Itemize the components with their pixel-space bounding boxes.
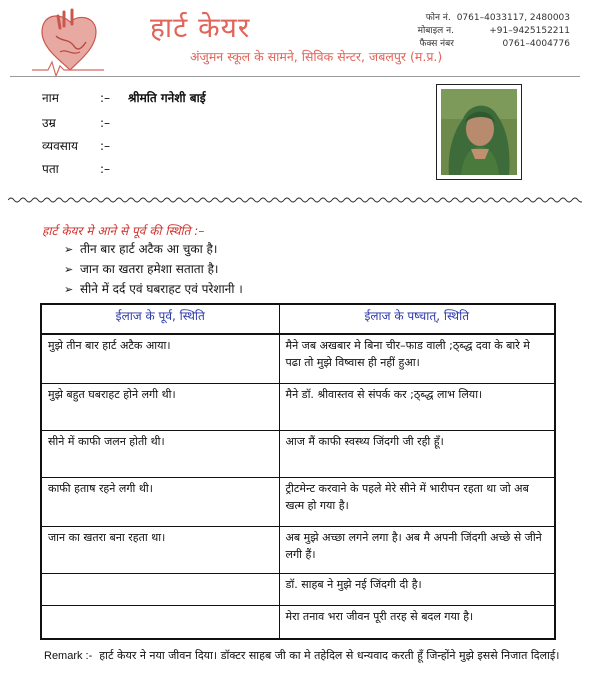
column-header-after: ईलाज के पष्चात्, स्थिति [279, 304, 555, 334]
patient-photo-frame [436, 84, 522, 180]
table-row [41, 477, 555, 526]
patient-name: श्रीमति गनेशी बाई [128, 91, 206, 105]
cell-after: मैने जब अखबार मे बिना चीर–फाड वाली ;ठ्ब्द्ध दवा के बारे मे पढा तो मुझे विष्वास ही नहीं हुआ। [279, 334, 555, 383]
cell-before: काफी हताष रहने लगी थी। [41, 477, 279, 526]
contact-fax [400, 38, 570, 51]
field-label: नाम [42, 91, 59, 105]
before-condition-title: हार्ट केयर मे आने से पूर्व की स्थिति :– [42, 224, 205, 238]
cell-before [41, 573, 279, 605]
cell-before: मुझे बहुत घबराहट होने लगी थी। [41, 383, 279, 430]
cell-before [41, 605, 279, 639]
field-label: व्यवसाय [42, 139, 78, 153]
contact-block [400, 12, 570, 51]
patient-address-row [42, 159, 128, 179]
arrow-bullet-icon: ➢ [64, 263, 74, 276]
cell-before: सीने में काफी जलन होती थी। [41, 430, 279, 477]
contact-mobile [400, 25, 570, 38]
column-header-before: ईलाज के पूर्व, स्थिति [41, 304, 279, 334]
arrow-bullet-icon: ➢ [64, 243, 74, 256]
cell-after: अब मुझे अच्छा लगने लगा है। अब मै अपनी जिंदगी अच्छे से जीने लगी हैं। [279, 526, 555, 573]
table-header-row [41, 304, 555, 334]
contact-value: 0761–4033117, 2480003 [456, 13, 570, 23]
patient-name-row [42, 88, 206, 108]
field-label: पता [42, 162, 59, 176]
heart-logo [30, 8, 106, 78]
remark [44, 648, 564, 664]
remark-text: हार्ट केयर ने नया जीवन दिया। डॉक्टर साहब जी का मे तहेदिल से धन्यवाद करती हूँ जिन्होंने मुझे इससे निजात दिलाई। [99, 649, 560, 662]
table-row [41, 430, 555, 477]
cell-after: मेरा तनाव भरा जीवन पूरी तरह से बदल गया है। [279, 605, 555, 639]
table-row [41, 573, 555, 605]
patient-occupation-row [42, 136, 128, 156]
cell-after: मैने डॉ. श्रीवास्तव से संपर्क कर ;ठ्ब्द्ध लाभ लिया। [279, 383, 555, 430]
header-divider [10, 76, 580, 77]
table-row [41, 334, 555, 383]
field-separator: :– [100, 162, 111, 176]
table-row [41, 383, 555, 430]
cell-after: ट्रीटमेन्ट करवाने के पहले मेरे सीने में भारीपन रहता था जो अब खत्म हो गया है। [279, 477, 555, 526]
cell-after: डॉ. साहब ने मुझे नई जिंदगी दी है। [279, 573, 555, 605]
clinic-name: हार्ट केयर [150, 11, 251, 44]
field-separator: :– [100, 139, 111, 153]
contact-label: फोन नं. [425, 13, 451, 23]
patient-photo [441, 89, 517, 175]
patient-age-row [42, 113, 128, 133]
cell-before: जान का खतरा बना रहता था। [41, 526, 279, 573]
cell-before: मुझे तीन बार हार्ट अटैक आया। [41, 334, 279, 383]
before-item-text: जान का खतरा हमेशा सताता है। [80, 262, 219, 276]
clinic-address: अंजुमन स्कूल के सामने, सिविक सेन्टर, जबलपुर (म.प्र.) [190, 49, 443, 64]
before-item [64, 240, 217, 258]
before-item-text: तीन बार हार्ट अटैक आ चुका है। [80, 242, 218, 256]
wavy-divider [8, 196, 582, 204]
contact-phone [400, 12, 570, 25]
comparison-table [40, 303, 556, 640]
before-item [64, 280, 243, 298]
field-separator: :– [100, 91, 111, 105]
table-row [41, 526, 555, 573]
field-label: उम्र [42, 116, 56, 130]
cell-after: आज मैं काफी स्वस्थ्य जिंदगी जी रही हूँ। [279, 430, 555, 477]
field-separator: :– [100, 116, 111, 130]
contact-value: +91–9425152211 [489, 26, 570, 36]
contact-value: 0761–4004776 [502, 39, 570, 49]
arrow-bullet-icon: ➢ [64, 283, 74, 296]
contact-label: फैक्स नंबर [419, 39, 454, 49]
before-item [64, 260, 219, 278]
before-item-text: सीने में दर्द एवं घबराहट एवं परेशानी । [80, 282, 243, 296]
contact-label: मोबाइल न. [417, 26, 454, 36]
table-row [41, 605, 555, 639]
remark-label: Remark :- [44, 650, 93, 662]
